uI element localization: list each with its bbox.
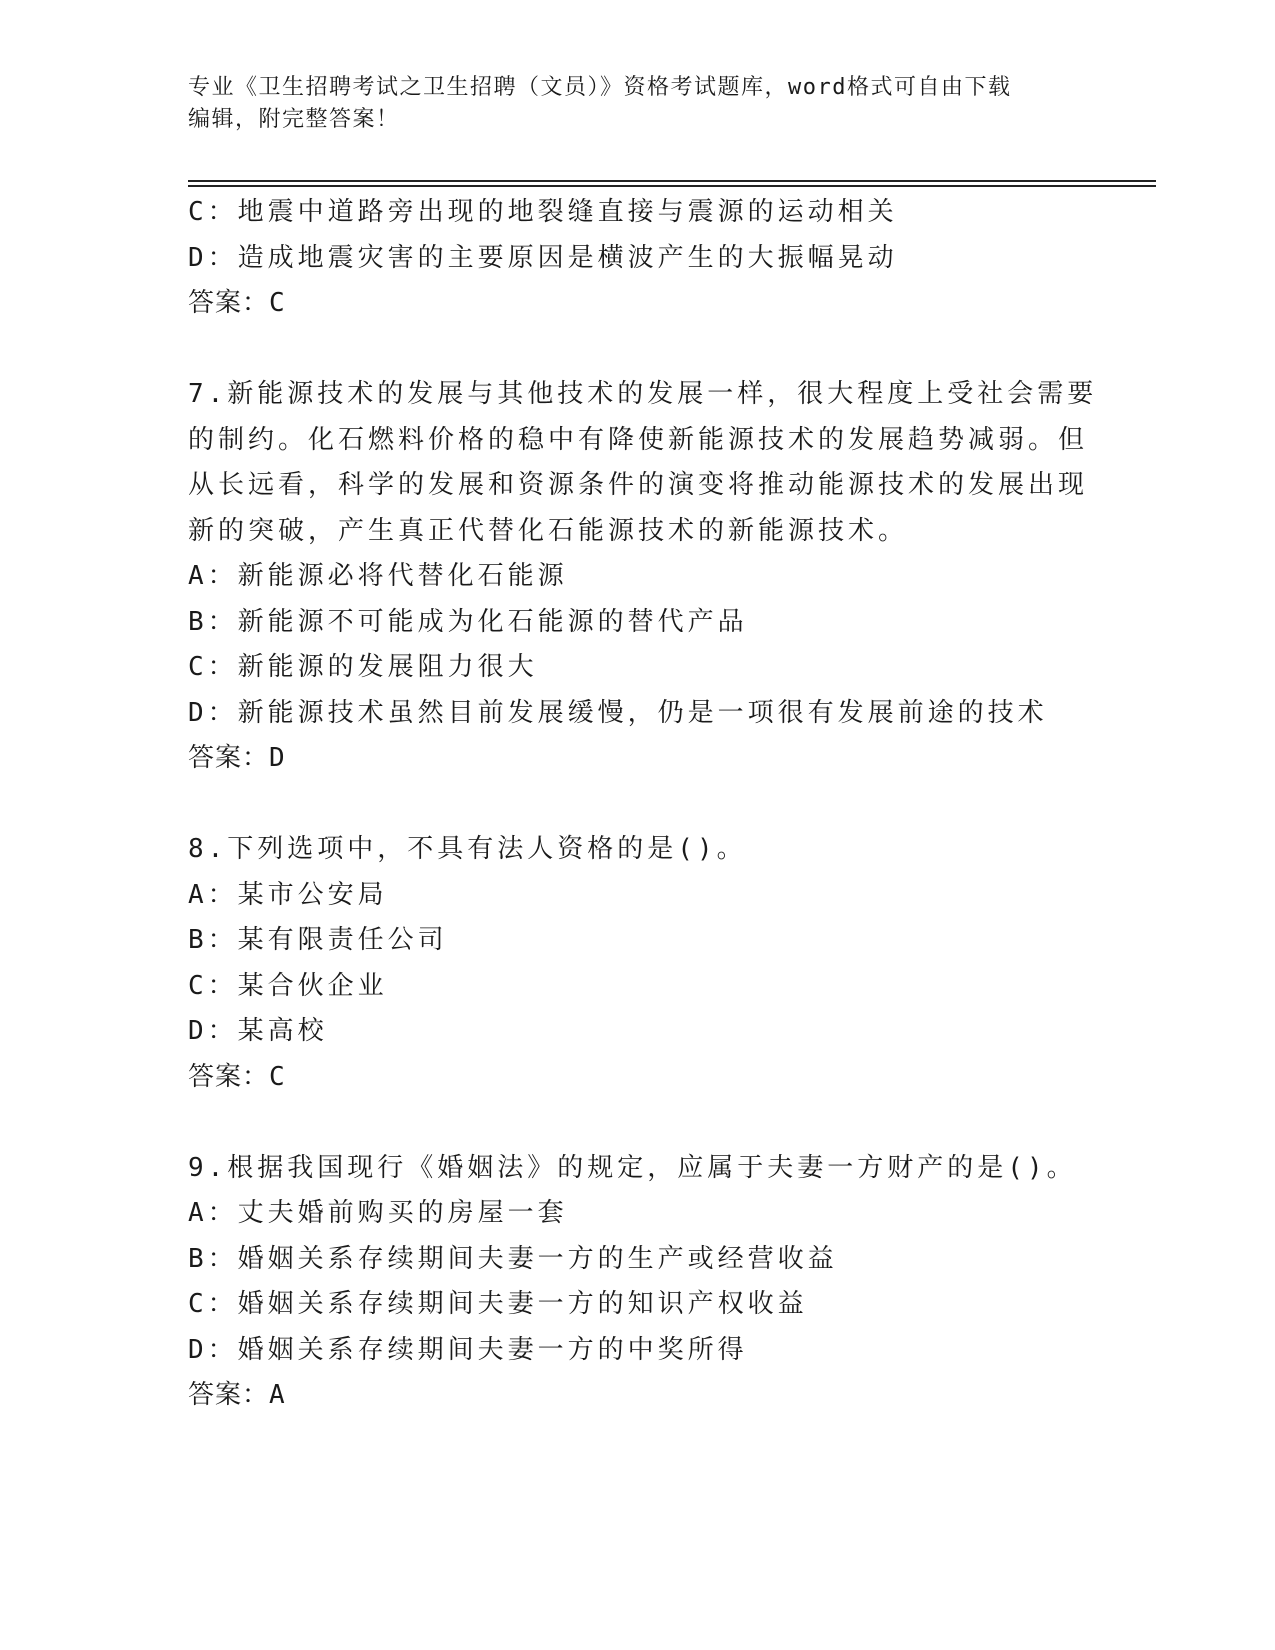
option-c: C：地震中道路旁出现的地裂缝直接与震源的运动相关 [188,197,898,227]
question-text-line: 新的突破，产生真正代替化石能源技术的新能源技术。 [188,515,909,546]
option-a: A：丈夫婚前购买的房屋一套 [188,1198,568,1228]
option-b: B：某有限责任公司 [188,925,448,955]
question-text-line: 9.根据我国现行《婚姻法》的规定，应属于夫妻一方财产的是()。 [188,1152,1077,1183]
option-a: A：新能源必将代替化石能源 [188,561,568,591]
option-d: D：造成地震灾害的主要原因是横波产生的大振幅晃动 [188,242,898,273]
option-c: C：某合伙企业 [188,970,388,1001]
answer-value: D [269,743,286,773]
answer-label: 答案： [188,1380,270,1410]
page-header [188,72,1088,136]
header-line-1: 专业《卫生招聘考试之卫生招聘（文员）》资格考试题库，word格式可自由下载 [188,75,1012,100]
answer-value: C [269,1061,286,1092]
option-c: C：新能源的发展阻力很大 [188,652,538,682]
header-rule-bottom [188,185,1156,187]
option-d: D：某高校 [188,1016,328,1046]
option-b: B：新能源不可能成为化石能源的替代产品 [188,606,748,637]
question-content [188,190,1098,1419]
answer-value: C [269,288,286,318]
question-text-line: 的制约。化石燃料价格的稳中有降使新能源技术的发展趋势减弱。但 [188,424,1089,455]
header-rule-top [188,180,1156,182]
question-fragment [188,190,1088,327]
header-line-2: 编辑，附完整答案！ [188,107,400,132]
answer-label: 答案： [188,288,270,318]
question-9 [188,1146,1088,1419]
question-text-line: 从长远看，科学的发展和资源条件的演变将推动能源技术的发展出现 [188,470,1089,500]
option-a: A：某市公安局 [188,879,388,910]
option-d: D：婚姻关系存续期间夫妻一方的中奖所得 [188,1334,748,1365]
answer-value: A [269,1380,286,1410]
answer-label: 答案： [188,743,270,773]
answer-line [188,281,1088,327]
question-text-line: 7.新能源技术的发展与其他技术的发展一样，很大程度上受社会需要 [188,379,1098,409]
option-c: C：婚姻关系存续期间夫妻一方的知识产权收益 [188,1289,808,1319]
question-text-line: 8.下列选项中，不具有法人资格的是()。 [188,834,747,864]
option-b: B：婚姻关系存续期间夫妻一方的生产或经营收益 [188,1243,838,1274]
option-d: D：新能源技术虽然目前发展缓慢，仍是一项很有发展前途的技术 [188,697,1048,728]
question-8 [188,827,1088,1100]
answer-line [188,1373,1088,1419]
answer-label: 答案： [188,1061,270,1092]
answer-line [188,1055,1088,1101]
question-7-text [188,372,1098,554]
answer-line [188,736,1088,782]
question-7 [188,372,1098,782]
